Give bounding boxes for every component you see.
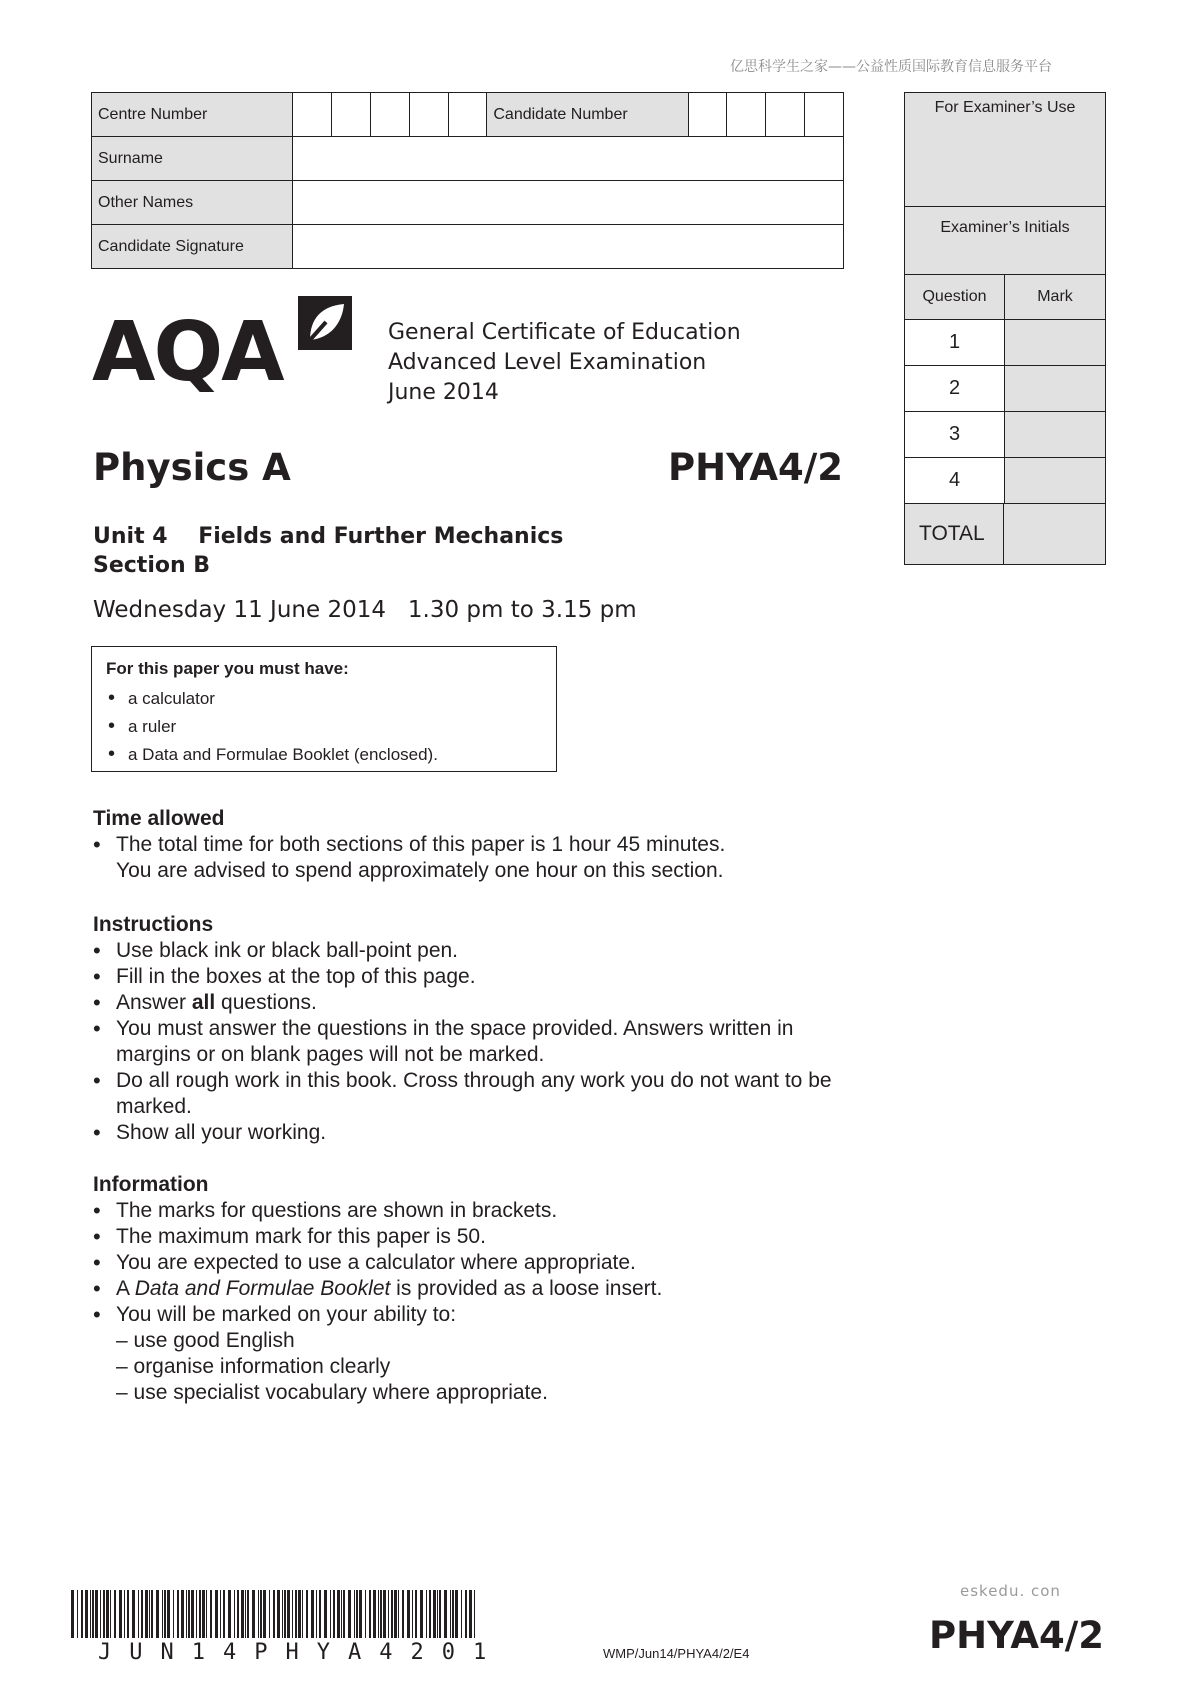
ability-item: – use good English bbox=[116, 1329, 295, 1352]
section-heading: Instructions bbox=[93, 913, 214, 936]
candidate-number-box[interactable] bbox=[727, 93, 766, 137]
signature-field[interactable] bbox=[293, 225, 844, 269]
footer-site: eskedu. con bbox=[960, 1582, 1061, 1600]
examiner-initials-label: Examiner’s Initials bbox=[905, 207, 1105, 275]
signature-label: Candidate Signature bbox=[92, 225, 293, 269]
total-cell[interactable] bbox=[1004, 504, 1105, 564]
barcode-number: JUN14PHYA4201 bbox=[98, 1640, 505, 1665]
aqa-logo-text: AQA bbox=[92, 305, 283, 400]
paper-reference: WMP/Jun14/PHYA4/2/E4 bbox=[603, 1646, 750, 1661]
centre-number-label: Centre Number bbox=[92, 93, 293, 137]
exam-session: June 2014 bbox=[388, 380, 499, 405]
ability-item: – organise information clearly bbox=[116, 1355, 391, 1378]
instruction-item: • Show all your working. bbox=[93, 1120, 833, 1146]
qualification-block bbox=[388, 318, 741, 408]
requirements-box bbox=[91, 646, 557, 772]
requirement-item: • a Data and Formulae Booklet (enclosed). bbox=[106, 741, 542, 769]
information-item: • The maximum mark for this paper is 50. bbox=[93, 1224, 662, 1250]
mark-cell[interactable] bbox=[1005, 412, 1105, 457]
mark-cell[interactable] bbox=[1005, 458, 1105, 503]
total-label: TOTAL bbox=[905, 504, 1004, 564]
question-number: 4 bbox=[905, 458, 1005, 503]
mark-header: Mark bbox=[1005, 275, 1105, 319]
information-item: • You will be marked on your ability to: bbox=[93, 1302, 662, 1328]
question-header: Question bbox=[905, 275, 1005, 319]
section-heading: Information bbox=[93, 1173, 209, 1196]
centre-number-box[interactable] bbox=[332, 93, 371, 137]
instruction-item: • Do all rough work in this book. Cross through any work you do not want to be marked. bbox=[93, 1068, 833, 1120]
time-advice-text: You are advised to spend approximately one hour on this section. bbox=[116, 859, 724, 882]
qualification-line: Advanced Level Examination bbox=[388, 350, 707, 375]
section-heading: Time allowed bbox=[93, 807, 225, 830]
question-number: 1 bbox=[905, 320, 1005, 365]
mark-cell[interactable] bbox=[1005, 366, 1105, 411]
time-line bbox=[93, 832, 725, 884]
centre-number-box[interactable] bbox=[370, 93, 409, 137]
subject-title: Physics A bbox=[93, 446, 291, 489]
instructions-section bbox=[93, 912, 833, 1146]
examiner-use-table bbox=[904, 92, 1106, 565]
footer-paper-code: PHYA4/2 bbox=[929, 1614, 1104, 1657]
information-item: • The marks for questions are shown in brackets. bbox=[93, 1198, 662, 1224]
instruction-item: • Use black ink or black ball-point pen. bbox=[93, 938, 833, 964]
centre-number-box[interactable] bbox=[448, 93, 487, 137]
unit-block bbox=[93, 522, 563, 580]
time-text: The total time for both sections of this paper is 1 hour 45 minutes. bbox=[116, 833, 726, 856]
candidate-number-box[interactable] bbox=[688, 93, 727, 137]
unit-title: Unit 4 Fields and Further Mechanics bbox=[93, 524, 564, 549]
other-names-field[interactable] bbox=[293, 181, 844, 225]
information-item bbox=[93, 1276, 662, 1302]
surname-label: Surname bbox=[92, 137, 293, 181]
paper-code: PHYA4/2 bbox=[668, 446, 843, 489]
centre-number-box[interactable] bbox=[293, 93, 332, 137]
candidate-number-box[interactable] bbox=[805, 93, 844, 137]
candidate-details-table bbox=[91, 92, 844, 269]
exam-date: Wednesday 11 June 2014 1.30 pm to 3.15 pm bbox=[93, 597, 637, 623]
surname-field[interactable] bbox=[293, 137, 844, 181]
question-number: 2 bbox=[905, 366, 1005, 411]
information-section bbox=[93, 1172, 662, 1406]
candidate-number-box[interactable] bbox=[766, 93, 805, 137]
other-names-label: Other Names bbox=[92, 181, 293, 225]
instruction-item: • Fill in the boxes at the top of this page. bbox=[93, 964, 833, 990]
centre-number-box[interactable] bbox=[409, 93, 448, 137]
information-text: A Data and Formulae Booklet is provided as a loose insert. bbox=[116, 1277, 663, 1300]
aqa-logo bbox=[92, 305, 283, 400]
mark-cell[interactable] bbox=[1005, 320, 1105, 365]
requirement-item: • a ruler bbox=[106, 713, 542, 741]
requirements-title: For this paper you must have: bbox=[106, 659, 349, 678]
question-number: 3 bbox=[905, 412, 1005, 457]
candidate-number-label: Candidate Number bbox=[487, 93, 688, 137]
instruction-text: Answer all questions. bbox=[116, 991, 317, 1014]
instruction-item bbox=[93, 990, 833, 1016]
ability-item: – use specialist vocabulary where appropriate. bbox=[116, 1381, 548, 1404]
examiner-use-label: For Examiner’s Use bbox=[905, 93, 1105, 207]
instruction-item: • You must answer the questions in the space provided. Answers written in margins or on blank pages will not be marked. bbox=[93, 1016, 833, 1068]
qualification-line: General Certificate of Education bbox=[388, 320, 741, 345]
time-allowed-section bbox=[93, 806, 725, 884]
section-title: Section B bbox=[93, 553, 211, 578]
information-item: • You are expected to use a calculator where appropriate. bbox=[93, 1250, 662, 1276]
requirement-item: • a calculator bbox=[106, 685, 542, 713]
watermark-text: 亿思科学生之家——公益性质国际教育信息服务平台 bbox=[730, 59, 1052, 75]
aqa-leaf-icon bbox=[296, 294, 354, 352]
